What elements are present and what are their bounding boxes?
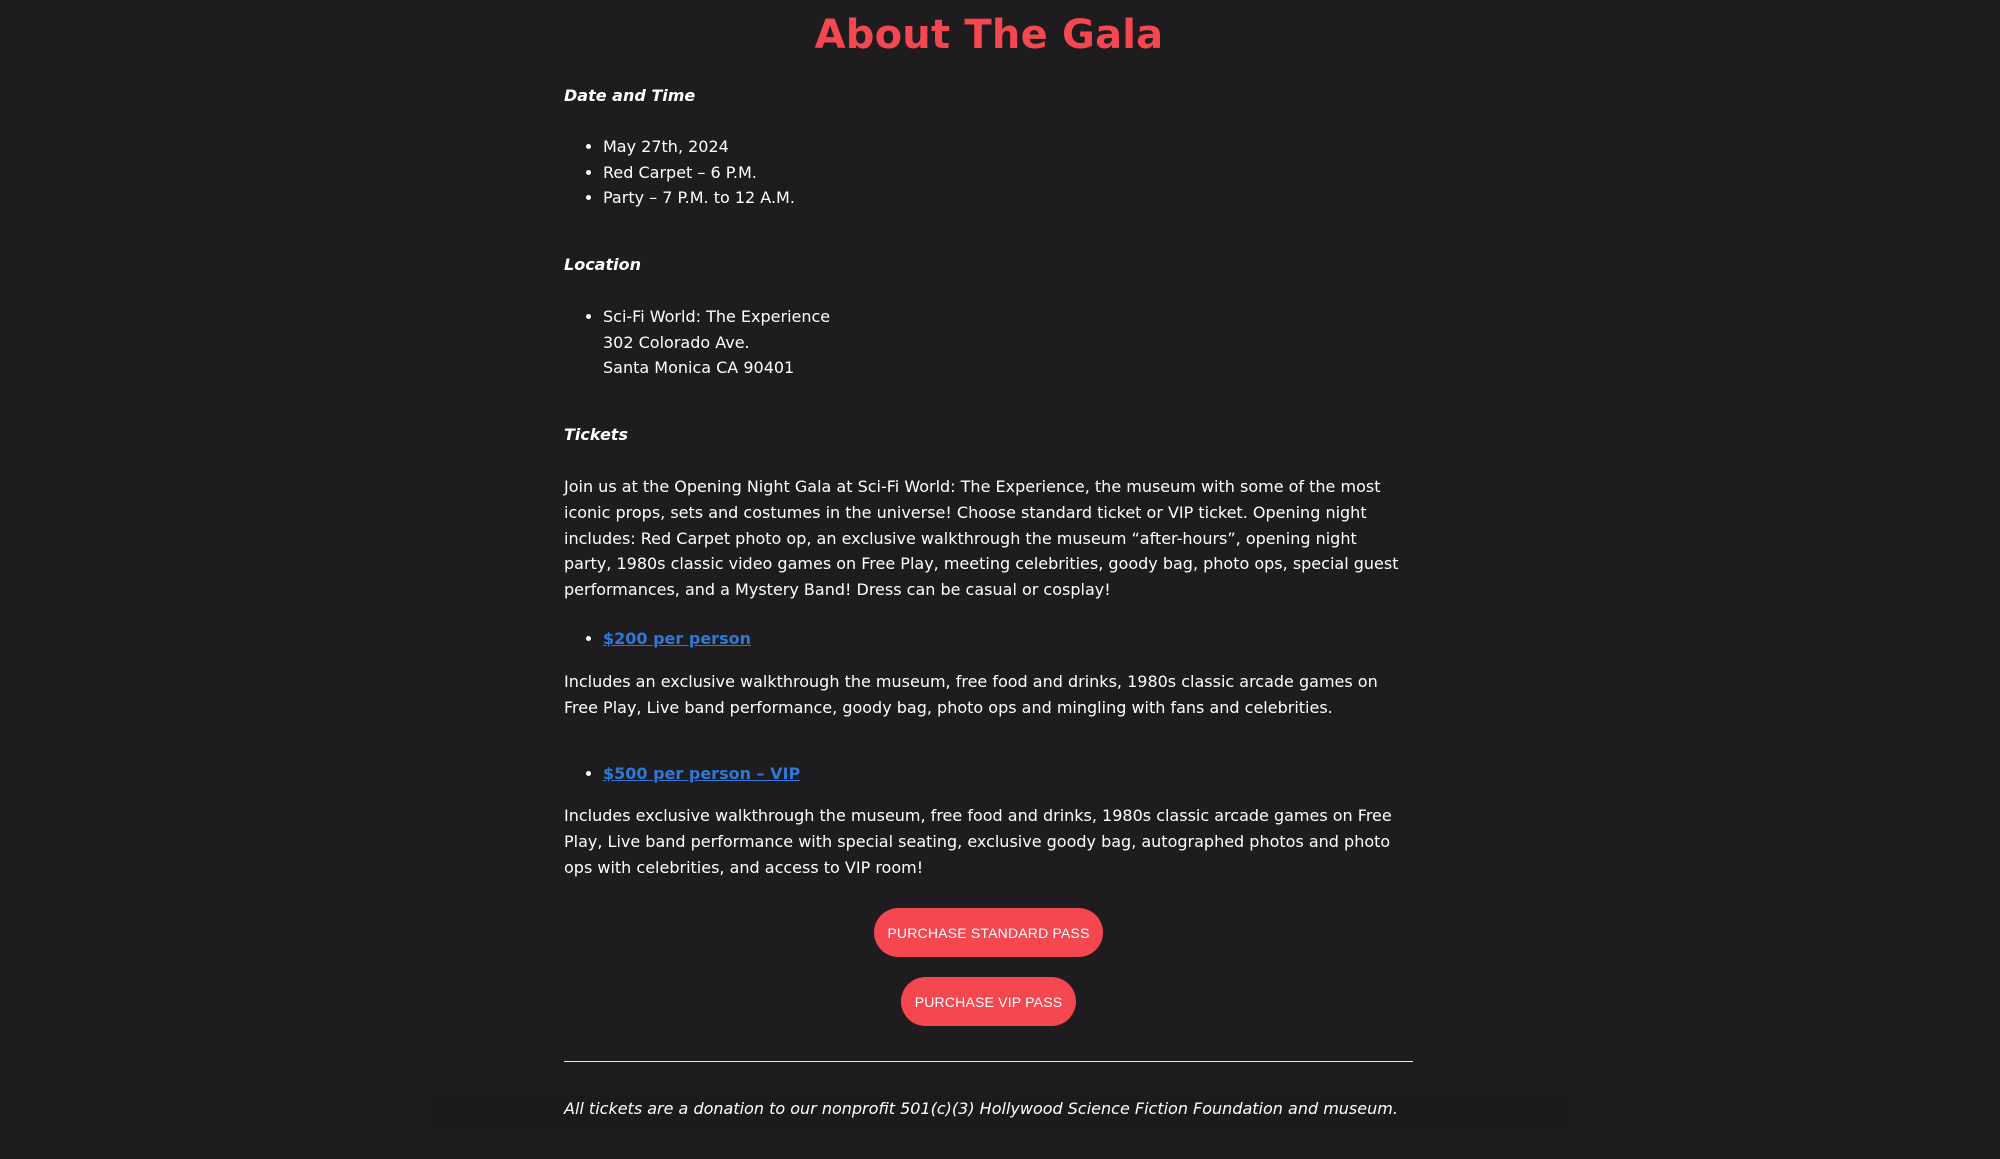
tickets-heading: Tickets: [564, 425, 628, 444]
list-item: • Party – 7 P.M. to 12 A.M.: [603, 185, 795, 211]
date-time-list: [564, 134, 795, 211]
vip-description: Includes exclusive walkthrough the museum, free food and drinks, 1980s classic arcade games on Free Play, Live band performance with special seating, exclusive goody bag, autographed photos and photo ops with celebrities, and access to VIP room!: [564, 806, 1392, 877]
donation-note: All tickets are a donation to our nonprofit 501(c)(3) Hollywood Science Fiction Foundation and museum.: [564, 1099, 1398, 1118]
location-list: [564, 304, 830, 381]
vip-price-list: [564, 761, 800, 787]
city-address: Santa Monica CA 90401: [603, 358, 795, 378]
list-item: [603, 761, 800, 787]
location-heading: Location: [564, 255, 641, 274]
vip-price-link[interactable]: $500 per person – VIP: [603, 764, 801, 783]
date-time-heading: Date and Time: [564, 86, 696, 105]
page-title: About The Gala: [814, 12, 1164, 58]
standard-price-link[interactable]: $200 per person: [603, 629, 751, 648]
purchase-vip-button[interactable]: PURCHASE VIP PASS: [901, 977, 1076, 1026]
location-address: [603, 304, 830, 381]
standard-price-list: [564, 626, 751, 652]
list-item: • May 27th, 2024: [603, 134, 795, 160]
venue-name: Sci-Fi World: The Experience: [603, 307, 831, 326]
divider: [564, 1061, 1413, 1062]
list-item: • Red Carpet – 6 P.M.: [603, 160, 795, 186]
purchase-standard-button[interactable]: PURCHASE STANDARD PASS: [874, 908, 1103, 957]
standard-description: Includes an exclusive walkthrough the museum, free food and drinks, 1980s classic arcade games on Free Play, Live band performance, goody bag, photo ops and mingling with fans and celebrities.: [564, 672, 1378, 717]
tickets-intro: Join us at the Opening Night Gala at Sci-Fi World: The Experience, the museum with some of the most iconic props, sets and costumes in the universe! Choose standard ticket or VIP ticket. Opening night includes: Red Carpet photo op, an exclusive walkthrough the museum “after-hours”, opening night party, 1980s classic video games on Free Play, meeting celebrities, goody bag, photo ops, special guest performances, and a Mystery Band! Dress can be casual or cosplay!: [564, 477, 1399, 600]
street-address: 302 Colorado Ave.: [603, 332, 750, 352]
list-item: [603, 626, 751, 652]
